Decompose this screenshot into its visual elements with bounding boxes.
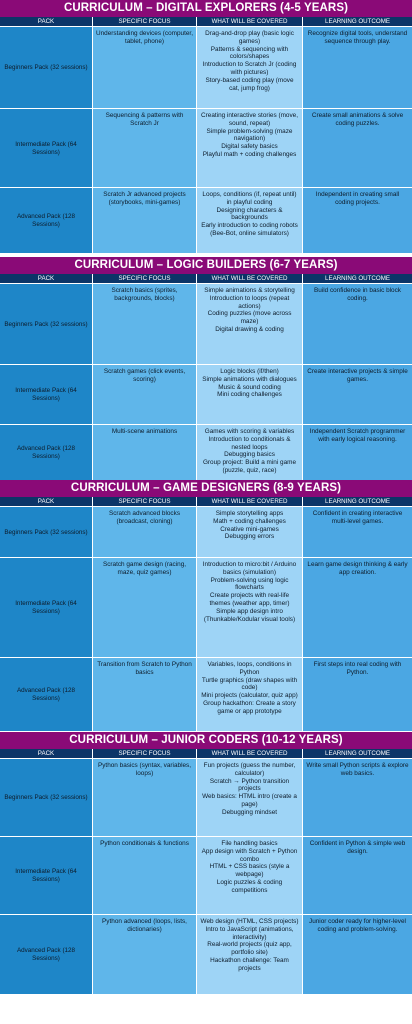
table-header: [0, 497, 412, 506]
covered-cell: [197, 915, 303, 994]
pack-cell: Beginners Pack (32 sessions): [0, 507, 93, 557]
covered-item: Real-world projects (quiz app, portfolio site): [207, 941, 292, 957]
covered-item: Scratch → Python transition projects: [209, 777, 290, 793]
section-title: CURRICULUM – JUNIOR CODERS (10-12 YEARS): [0, 732, 412, 749]
pack-cell: Beginners Pack (32 sessions): [0, 27, 93, 108]
covered-item: Hackathon challenge: Team projects: [210, 956, 289, 972]
pack-cell: Beginners Pack (32 sessions): [0, 284, 93, 364]
covered-item: Web basics: HTML intro (create a page): [202, 793, 297, 808]
covered-item: Problem-solving using logic flowcharts: [210, 576, 289, 592]
covered-item: Coding puzzles (move across maze): [207, 310, 292, 326]
outcome-cell: Build confidence in basic block coding.: [303, 284, 412, 364]
covered-item: Drag-and-drop play (basic logic games): [205, 30, 294, 45]
table-row: [0, 424, 412, 480]
outcome-cell: Junior coder ready for higher-level coding and problem-solving.: [303, 915, 412, 994]
section-junior-coders: [0, 732, 412, 994]
outcome-cell: Independent in creating small coding projects.: [303, 188, 412, 253]
section-logic-builders: [0, 257, 412, 480]
covered-cell: [197, 27, 303, 108]
covered-cell: [197, 837, 303, 914]
header-pack: PACK: [0, 17, 93, 26]
focus-cell: Python basics (syntax, variables, loops): [93, 759, 197, 836]
header-focus: SPECIFIC FOCUS: [93, 749, 197, 758]
covered-cell: [197, 425, 303, 480]
outcome-cell: Create interactive projects & simple games.: [303, 365, 412, 424]
covered-item: Web design (HTML, CSS projects): [200, 918, 299, 925]
covered-item: Debugging mindset: [221, 808, 278, 816]
header-covered: WHAT WILL BE COVERED: [197, 274, 303, 283]
covered-item: Debugging errors: [224, 533, 275, 541]
focus-cell: Scratch basics (sprites, backgrounds, blocks): [93, 284, 197, 364]
header-focus: SPECIFIC FOCUS: [93, 497, 197, 506]
outcome-cell: Create small animations & solve coding puzzles.: [303, 109, 412, 187]
covered-cell: [197, 558, 303, 657]
covered-item: Story-based coding play (move cat, jump frog): [205, 76, 294, 92]
table-row: [0, 364, 412, 424]
header-covered: WHAT WILL BE COVERED: [197, 17, 303, 26]
outcome-cell: First steps into real coding with Python.: [303, 658, 412, 731]
pack-cell: Advanced Pack (128 Sessions): [0, 658, 93, 731]
covered-item: Turtle graphics (draw shapes with code): [201, 676, 298, 692]
covered-item: Simple animations with dialogues: [202, 375, 297, 383]
focus-cell: Transition from Scratch to Python basics: [93, 658, 197, 731]
table-row: [0, 506, 412, 557]
pack-cell: Advanced Pack (128 Sessions): [0, 915, 93, 994]
section-digital-explorers: [0, 0, 412, 253]
covered-item: Create projects with real-life themes (weather app, timer): [209, 592, 290, 607]
covered-item: Designing characters & backgrounds: [216, 206, 283, 222]
outcome-cell: Independent Scratch programmer with early logical reasoning.: [303, 425, 412, 480]
table-row: [0, 836, 412, 914]
covered-item: Simple problem-solving (maze navigation): [206, 127, 293, 143]
pack-cell: Beginners Pack (32 sessions): [0, 759, 93, 836]
table-row: [0, 758, 412, 836]
header-pack: PACK: [0, 749, 93, 758]
pack-cell: Intermediate Pack (64 Sessions): [0, 109, 93, 187]
covered-cell: [197, 109, 303, 187]
covered-item: Patterns & sequencing with colors/shapes: [210, 45, 289, 61]
section-title: CURRICULUM – LOGIC BUILDERS (6-7 YEARS): [0, 257, 412, 274]
table-row: [0, 108, 412, 187]
covered-item: File handling basics: [221, 840, 278, 847]
covered-item: Mini projects (calculator, quiz app): [201, 692, 298, 700]
covered-item: Mini coding challenges: [217, 391, 282, 399]
outcome-cell: Confident in creating interactive multi-level games.: [303, 507, 412, 557]
focus-cell: Sequencing & patterns with Scratch Jr: [93, 109, 197, 187]
covered-item: Simple animations & storytelling: [204, 287, 295, 294]
covered-item: Music & sound coding: [218, 383, 281, 391]
pack-cell: Intermediate Pack (64 Sessions): [0, 558, 93, 657]
covered-item: Group hackathon: Create a story game or app prototype: [203, 699, 296, 715]
covered-item: Creative mini-games: [220, 525, 279, 533]
focus-cell: Python conditionals & functions: [93, 837, 197, 914]
covered-item: Group project: Build a mini game (puzzle, quiz, race): [202, 459, 297, 474]
covered-item: Logic blocks (if/then): [220, 368, 279, 375]
focus-cell: Scratch advanced blocks (broadcast, cloning): [93, 507, 197, 557]
table-row: [0, 187, 412, 253]
section-game-designers: [0, 480, 412, 731]
covered-item: Creating interactive stories (move, sound, repeat): [201, 112, 298, 127]
focus-cell: Scratch games (click events, scoring): [93, 365, 197, 424]
section-title: CURRICULUM – DIGITAL EXPLORERS (4-5 YEARS): [0, 0, 412, 17]
header-outcome: LEARNING OUTCOME: [325, 750, 390, 757]
focus-cell: Understanding devices (computer, tablet, phone): [93, 27, 197, 108]
focus-cell: Python advanced (loops, lists, dictionaries): [93, 915, 197, 994]
pack-cell: Advanced Pack (128 Sessions): [0, 425, 93, 480]
covered-item: Math + coding challenges: [213, 517, 286, 525]
focus-cell: Scratch game design (racing, maze, quiz games): [93, 558, 197, 657]
covered-item: Playful math + coding challenges: [202, 150, 297, 158]
focus-cell: Multi-scene animations: [93, 425, 197, 480]
covered-cell: [197, 188, 303, 253]
covered-item: Introduction to loops (repeat actions): [209, 294, 290, 310]
header-focus: SPECIFIC FOCUS: [93, 17, 197, 26]
covered-item: Early introduction to coding robots (Bee-Bot, online simulators): [201, 222, 298, 237]
table-row: [0, 26, 412, 108]
covered-cell: [197, 759, 303, 836]
covered-item: Digital safety basics: [221, 143, 278, 151]
covered-item: Variables, loops, conditions in Python: [207, 661, 292, 676]
covered-item: Games with scoring & variables: [204, 428, 295, 435]
covered-item: Digital drawing & coding: [215, 325, 284, 333]
header-outcome: LEARNING OUTCOME: [325, 275, 390, 282]
header-outcome: LEARNING OUTCOME: [325, 18, 390, 25]
header-outcome: LEARNING OUTCOME: [325, 498, 390, 505]
table-row: [0, 557, 412, 657]
header-focus: SPECIFIC FOCUS: [93, 274, 197, 283]
covered-cell: [197, 365, 303, 424]
covered-item: Introduction to Scratch Jr (coding with pictures): [202, 61, 297, 76]
covered-item: Introduction to conditionals & nested loops: [208, 435, 291, 451]
table-row: [0, 657, 412, 731]
outcome-cell: Recognize digital tools, understand sequence through play.: [303, 27, 412, 108]
covered-item: Simple app design intro (Thunkable/Kodular visual tools): [203, 607, 296, 623]
covered-item: App design with Scratch + Python combo: [201, 847, 298, 863]
table-header: [0, 17, 412, 26]
covered-item: Fun projects (guess the number, calculator): [203, 762, 296, 777]
focus-cell: Scratch Jr advanced projects (storybooks, mini-games): [93, 188, 197, 253]
covered-item: Intro to JavaScript (animations, interactivity): [205, 925, 294, 941]
table-row: [0, 283, 412, 364]
outcome-cell: Learn game design thinking & early app creation.: [303, 558, 412, 657]
outcome-cell: Write small Python scripts & explore web basics.: [303, 759, 412, 836]
pack-cell: Advanced Pack (128 Sessions): [0, 188, 93, 253]
covered-cell: [197, 658, 303, 731]
covered-item: HTML + CSS basics (style a webpage): [209, 863, 290, 879]
covered-cell: [197, 507, 303, 557]
header-pack: PACK: [0, 274, 93, 283]
header-pack: PACK: [0, 497, 93, 506]
table-row: [0, 914, 412, 994]
covered-item: Loops, conditions (if, repeat until) in playful coding: [202, 191, 297, 206]
header-covered: WHAT WILL BE COVERED: [197, 497, 303, 506]
covered-cell: [197, 284, 303, 364]
table-header: [0, 749, 412, 758]
covered-item: Debugging basics: [224, 451, 275, 459]
section-title: CURRICULUM – GAME DESIGNERS (8-9 YEARS): [0, 480, 412, 497]
covered-item: Logic puzzles & coding competitions: [216, 878, 283, 894]
header-covered: WHAT WILL BE COVERED: [197, 749, 303, 758]
pack-cell: Intermediate Pack (64 Sessions): [0, 837, 93, 914]
covered-item: Simple storytelling apps: [215, 510, 284, 517]
pack-cell: Intermediate Pack (64 Sessions): [0, 365, 93, 424]
covered-item: Introduction to micro:bit / Arduino basics (simulation): [202, 561, 297, 576]
table-header: [0, 274, 412, 283]
outcome-cell: Confident in Python & simple web design.: [303, 837, 412, 914]
